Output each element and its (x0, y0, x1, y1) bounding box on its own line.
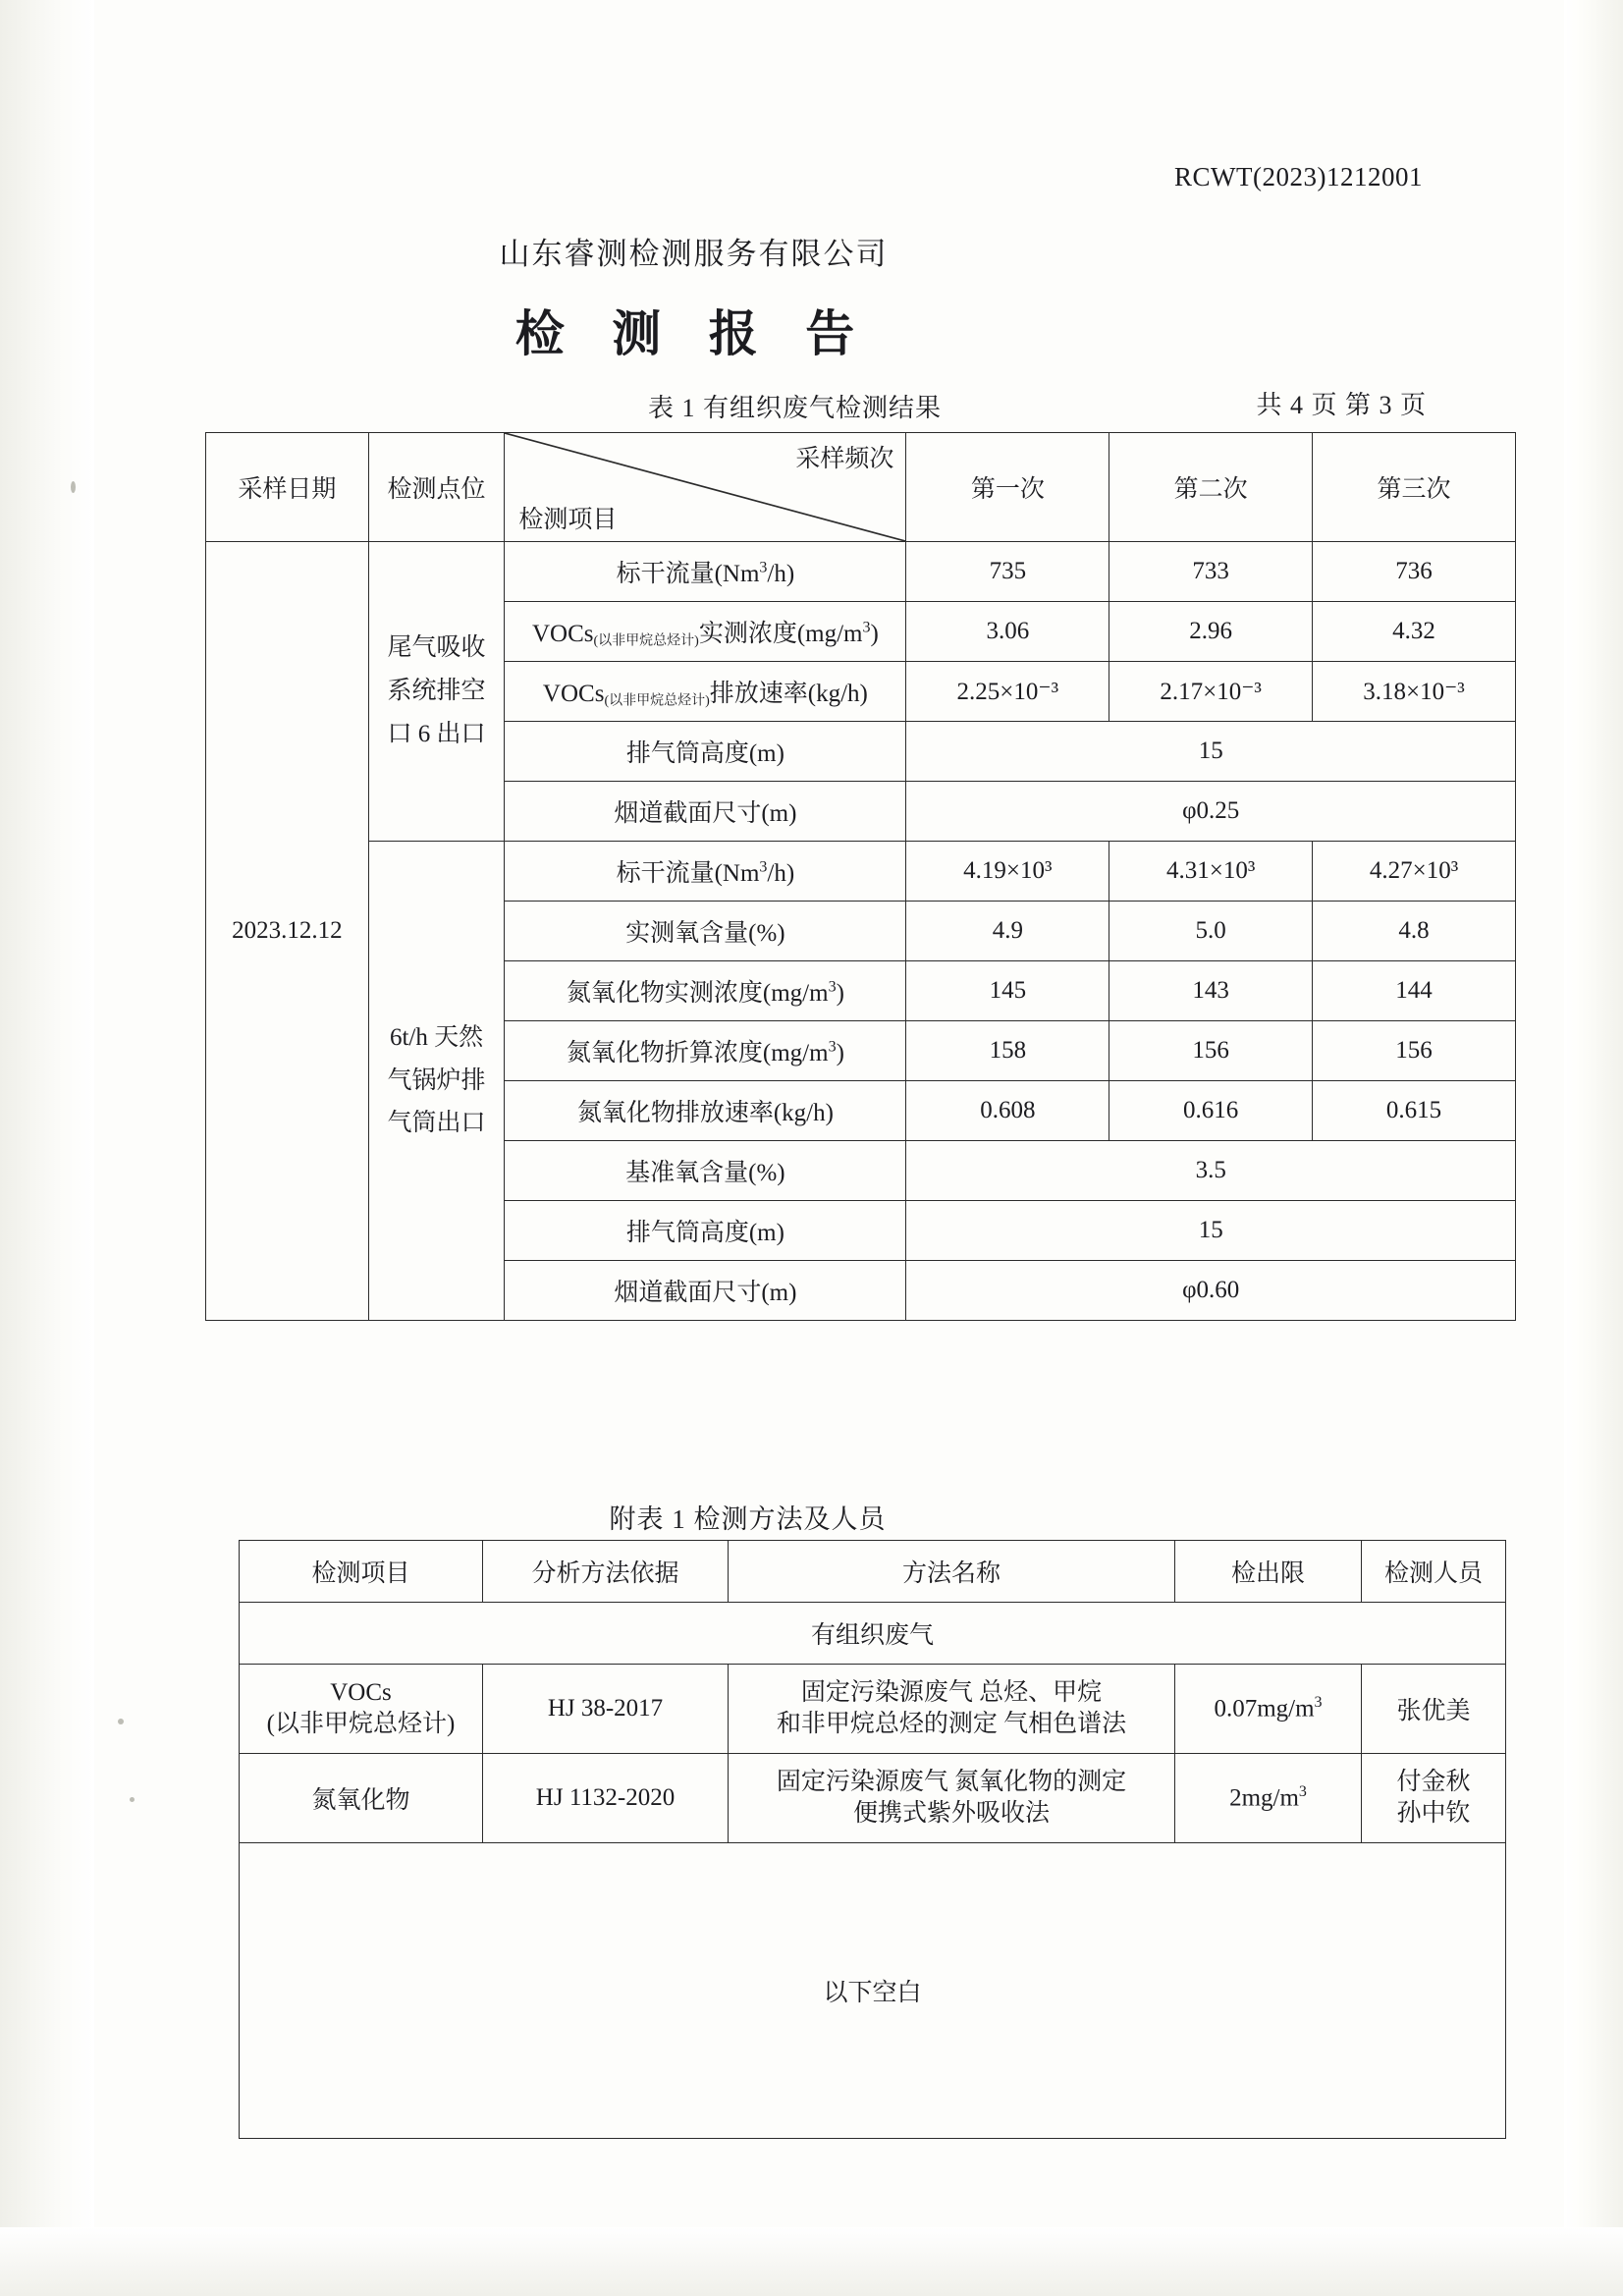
report-code: RCWT(2023)1212001 (1174, 162, 1423, 191)
point-2-line-3: 气筒出口 (387, 1110, 486, 1137)
method-line-1: 固定污染源废气 氮氧化物的测定 (776, 1768, 1127, 1795)
cell-value: 4.31×10³ (1109, 842, 1313, 902)
table-row (240, 1665, 1506, 1754)
cell-value: 736 (1313, 542, 1516, 602)
method-line-2: 便携式紫外吸收法 (852, 1800, 1050, 1827)
point-2-line-2: 气锅炉排 (387, 1066, 486, 1094)
cell-value-merged: 15 (906, 1201, 1516, 1261)
cell-value: 4.9 (906, 902, 1109, 961)
point-1-line-3: 口 6 出口 (387, 720, 486, 747)
header-test-item: 检测项目 (240, 1541, 483, 1603)
table-row (206, 842, 1516, 902)
table-row (240, 1754, 1506, 1843)
cell-item: 氮氧化物折算浓度$(mg/m^3)$ (505, 1021, 906, 1081)
cell-value: 143 (1109, 961, 1313, 1021)
cell-value: 0.608 (906, 1081, 1109, 1141)
cell-detection-limit: $0.07mg/m^3$ (1175, 1665, 1362, 1754)
item-name: VOCs (330, 1678, 392, 1706)
table-row (206, 542, 1516, 602)
cell-value: 156 (1109, 1021, 1313, 1081)
cell-value-merged: φ0.60 (906, 1261, 1516, 1321)
cell-method-basis: HJ 1132-2020 (483, 1754, 729, 1843)
cell-item: VOCs$_{(以非甲烷总烃计)}$实测浓度$(mg/m^3)$ (505, 602, 906, 662)
cell-value: 4.8 (1313, 902, 1516, 961)
point-1-line-2: 系统排空 (387, 678, 486, 705)
cell-item: 氮氧化物排放速率(kg/h) (505, 1081, 906, 1141)
cell-value: 145 (906, 961, 1109, 1021)
cell-item: 烟道截面尺寸(m) (505, 1261, 906, 1321)
header-method-basis: 分析方法依据 (483, 1541, 729, 1603)
cell-point-1 (368, 542, 505, 842)
cell-value: 4.32 (1313, 602, 1516, 662)
header-sampling-date: 采样日期 (238, 476, 337, 503)
cell-item: 标干流量(Nm$^3$/h) (505, 542, 906, 602)
cell-test-item (240, 1665, 483, 1754)
personnel-line-2: 孙中钦 (1396, 1800, 1471, 1827)
header-run-1: 第一次 (906, 433, 1109, 542)
cell-value: 0.615 (1313, 1081, 1516, 1141)
section-label-organized-waste-gas: 有组织废气 (240, 1603, 1506, 1665)
cell-sampling-date: 2023.12.12 (206, 542, 369, 1321)
cell-value-merged: φ0.25 (906, 782, 1516, 842)
point-2-line-1: 6t/h 天然 (389, 1023, 484, 1051)
cell-item: 实测氧含量(%) (505, 902, 906, 961)
cell-value: 733 (1109, 542, 1313, 602)
company-name: 山东睿测检测服务有限公司 (499, 237, 889, 271)
header-detection-limit: 检出限 (1175, 1541, 1362, 1603)
blank-note: 以下空白 (240, 1843, 1506, 2139)
cell-item: 排气筒高度(m) (505, 1201, 906, 1261)
cell-value: 0.616 (1109, 1081, 1313, 1141)
header-run-3: 第三次 (1313, 433, 1516, 542)
cell-personnel (1362, 1754, 1506, 1843)
header-diagonal-cell (505, 433, 906, 542)
report-title: 检 测 报 告 (514, 306, 873, 361)
header-test-item: 检测项目 (518, 507, 618, 533)
cell-value: 4.19×10³ (906, 842, 1109, 902)
cell-value: 2.96 (1109, 602, 1313, 662)
cell-value-merged: 15 (906, 722, 1516, 782)
header-frequency: 采样频次 (795, 446, 894, 472)
cell-point-2 (368, 842, 505, 1321)
personnel-line-1: 付金秋 (1396, 1768, 1471, 1795)
cell-method-basis: HJ 38-2017 (483, 1665, 729, 1754)
header-personnel: 检测人员 (1362, 1541, 1506, 1603)
table-blank-row (240, 1843, 1506, 2139)
cell-personnel: 张优美 (1362, 1665, 1506, 1754)
point-1-line-1: 尾气吸收 (387, 634, 486, 662)
cell-method-name (729, 1754, 1175, 1843)
cell-value: 158 (906, 1021, 1109, 1081)
cell-method-name (729, 1665, 1175, 1754)
methods-personnel-table (239, 1540, 1506, 2139)
table-header-row (240, 1541, 1506, 1603)
cell-value-merged: 3.5 (906, 1141, 1516, 1201)
item-qualifier: (以非甲烷总烃计) (266, 1711, 456, 1737)
cell-value: 3.18×10⁻³ (1313, 662, 1516, 722)
cell-item: 标干流量(Nm$^3$/h) (505, 842, 906, 902)
method-line-2: 和非甲烷总烃的测定 气相色谱法 (776, 1711, 1127, 1737)
cell-item: VOCs$_{(以非甲烷总烃计)}$排放速率(kg/h) (505, 662, 906, 722)
header-method-name: 方法名称 (729, 1541, 1175, 1603)
cell-value: 144 (1313, 961, 1516, 1021)
cell-value: 735 (906, 542, 1109, 602)
cell-item: 烟道截面尺寸(m) (505, 782, 906, 842)
emission-results-table (205, 432, 1516, 1321)
page-indicator: 共 4 页 第 3 页 (1256, 391, 1427, 419)
header-run-2: 第二次 (1109, 433, 1313, 542)
cell-value: 3.06 (906, 602, 1109, 662)
cell-item: 氮氧化物实测浓度$(mg/m^3)$ (505, 961, 906, 1021)
method-line-1: 固定污染源废气 总烃、甲烷 (800, 1678, 1103, 1706)
table1-caption: 表 1 有组织废气检测结果 (648, 394, 943, 422)
table2-caption: 附表 1 检测方法及人员 (609, 1504, 887, 1534)
cell-value: 5.0 (1109, 902, 1313, 961)
table-section-row (240, 1603, 1506, 1665)
cell-value: 156 (1313, 1021, 1516, 1081)
cell-value: 2.25×10⁻³ (906, 662, 1109, 722)
cell-item: 基准氧含量(%) (505, 1141, 906, 1201)
cell-test-item: 氮氧化物 (240, 1754, 483, 1843)
cell-detection-limit: $2mg/m^3$ (1175, 1754, 1362, 1843)
cell-value: 4.27×10³ (1313, 842, 1516, 902)
header-monitoring-point: 检测点位 (387, 476, 486, 503)
cell-value: 2.17×10⁻³ (1109, 662, 1313, 722)
table-header-row (206, 433, 1516, 542)
cell-item: 排气筒高度(m) (505, 722, 906, 782)
